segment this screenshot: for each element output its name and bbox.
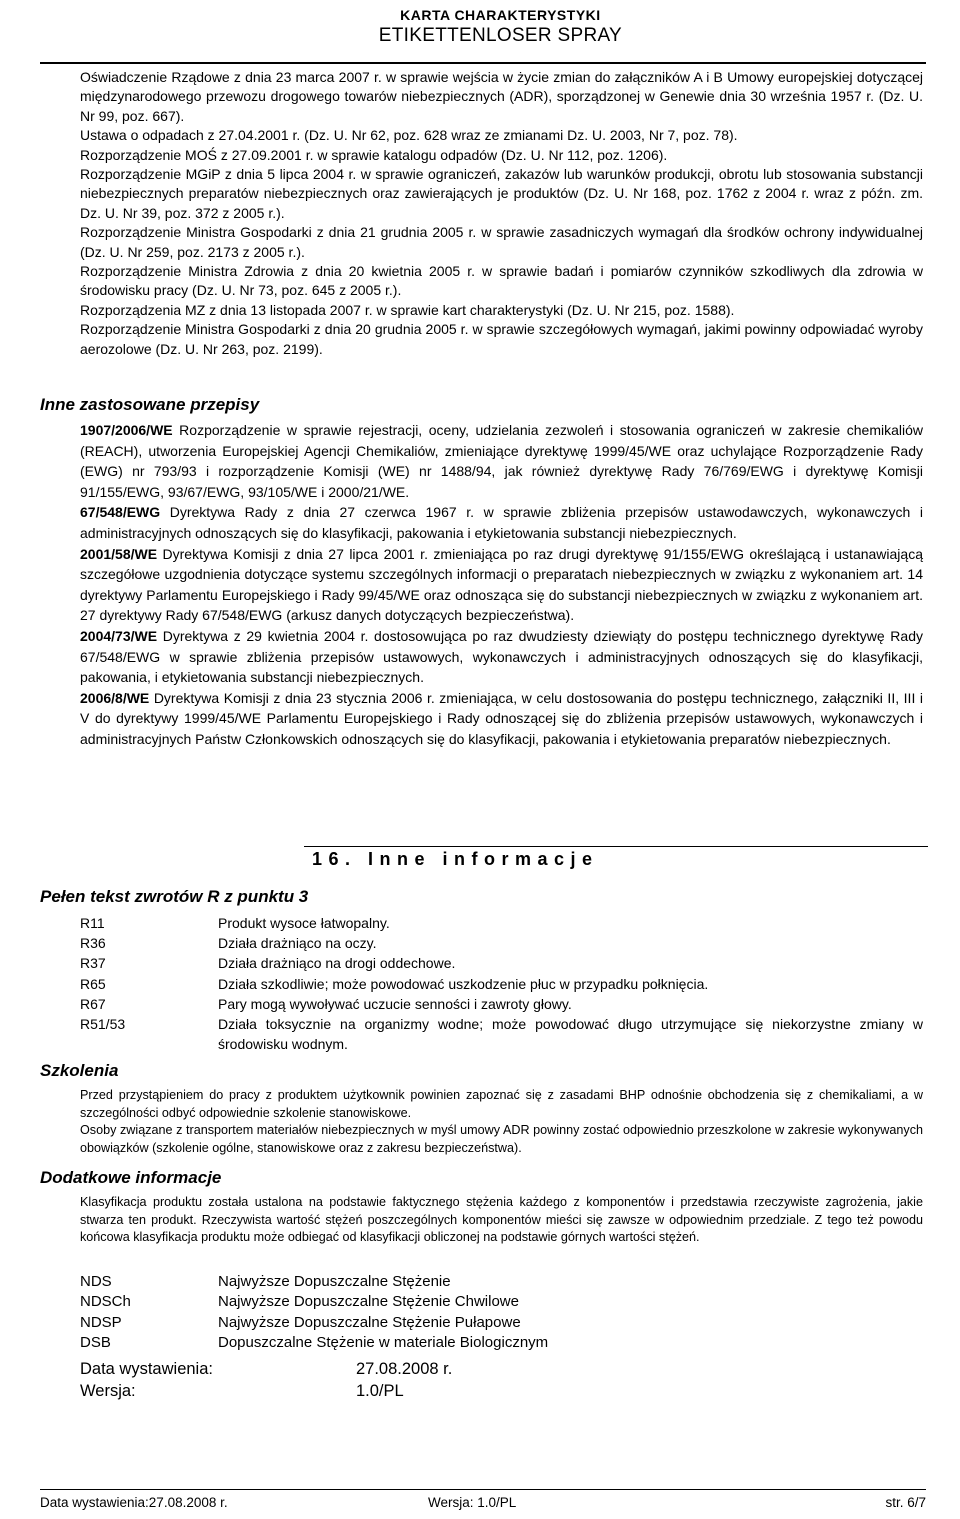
rphrase-text: Działa szkodliwie; może powodować uszkodzenie płuc w przypadku połknięcia. — [218, 975, 709, 992]
directive-item — [80, 688, 923, 750]
document-title: KARTA CHARAKTERYSTYKI — [400, 7, 601, 23]
abbreviation-row — [80, 1313, 548, 1333]
abbreviation-text: Najwyższe Dopuszczalne Stężenie Chwilowe — [218, 1293, 519, 1311]
abbreviation-row — [80, 1333, 548, 1353]
rphrase-text: Pary mogą wywoływać uczucie senności i zawroty głowy. — [218, 995, 572, 1012]
directive-text: Dyrektywa Komisji z dnia 23 stycznia 2006 r. zmieniająca, w celu dostosowania do postępu technicznego, załączniki II, III i V do dyrektywy 1999/45/WE Parlamentu Europejskiego i Rady odnoszącej się do zbliżenia przepisów ustawowych, wykonawczych i administracyjnych Państw Członkowskich odnoszących się do klasyfikacji, pakowania i etykietowania preparatów niebezpiecznych. — [80, 689, 923, 747]
regulation-item: Rozporządzenie Ministra Zdrowia z dnia 20 kwietnia 2005 r. w sprawie badań i pomiarów czynników szkodliwych dla zdrowia w środowisku pracy (Dz. U. Nr 73, poz. 645 z 2005 r.). — [80, 263, 923, 299]
training-heading: Szkolenia — [40, 1061, 119, 1080]
regulation-item: Rozporządzenie Ministra Gospodarki z dnia 20 grudnia 2005 r. w sprawie szczegółowych wymagań, jakimi powinny odpowiadać wyroby aerozolowe (Dz. U. Nr 263, poz. 2199). — [80, 321, 923, 357]
regulation-item: Ustawa o odpadach z 27.04.2001 r. (Dz. U. Nr 62, poz. 628 wraz ze zmianami Dz. U. 2003, Nr 7, poz. 78). — [80, 127, 738, 144]
training-paragraph: Osoby związane z transportem materiałów niebezpiecznych w myśl umowy ADR powinny zostać odpowiednio przeszkolone w zakresie wykonywanych obowiązków (szkolenie ogólne, stanowiskowe oraz z zakresu bezpieczeństwa). — [80, 1123, 923, 1155]
regulation-item: Rozporządzenie MOŚ z 27.09.2001 r. w sprawie katalogu odpadów (Dz. U. Nr 112, poz. 1206). — [80, 146, 668, 163]
abbreviation-text: Najwyższe Dopuszczalne Stężenie Pułapowe — [218, 1313, 521, 1331]
directive-item — [80, 502, 923, 543]
rphrase-row — [80, 1014, 923, 1054]
section-16-title: 16. Inne informacje — [312, 849, 599, 869]
issue-date-value: 27.08.2008 r. — [356, 1360, 453, 1378]
regulation-item: Rozporządzenie Ministra Gospodarki z dnia 21 grudnia 2005 r. w sprawie zasadniczych wymagań dla środków ochrony indywidualnej (Dz. U. Nr 259, poz. 2173 z 2005 r.). — [80, 224, 923, 260]
abbreviation-code: NDSCh — [80, 1293, 131, 1311]
rphrase-text: Produkt wysoce łatwopalny. — [218, 915, 390, 931]
issue-date-label: Data wystawienia: — [80, 1360, 213, 1378]
rphrase-row — [80, 953, 923, 973]
rphrase-code: R11 — [80, 915, 105, 931]
rphrase-code: R36 — [80, 935, 106, 952]
directive-text: Rozporządzenie w sprawie rejestracji, oceny, udzielania zezwoleń i stosowania ograniczeń w zakresie chemikaliów (REACH), utworzenia Europejskiej Agencji Chemikaliów, zmieniające dyrektywę 1999/45/WE oraz uchylające Rozporządzenie Rady (EWG) nr 793/93 i rozporządzenie Komisji (WE) nr 1488/94, jak również dyrektywę Rady 76/769/EWG i dyrektywę Komisji 91/155/EWG, 93/67/EWG, 93/105/WE i 2000/21/WE. — [80, 422, 923, 500]
document-meta — [80, 1358, 452, 1402]
directive-text: Dyrektywa z 29 kwietnia 2004 r. dostosowująca po raz dwudziesty dziewiąty do postępu technicznego dyrektywę Rady 67/548/EWG w sprawie zbliżenia przepisów ustawowych, wykonawczych i administracyjnych odnoszących się do klasyfikacji, pakowania, i etykietowania substancji niebezpiecznych. — [80, 627, 923, 686]
abbreviation-code: NDS — [80, 1273, 112, 1290]
rphrase-code: R65 — [80, 975, 106, 992]
rphrases-heading: Pełen tekst zwrotów R z punktu 3 — [40, 887, 309, 906]
rphrase-code: R37 — [80, 955, 106, 972]
footer-page-number: str. 6/7 — [885, 1495, 926, 1510]
rphrase-row — [80, 994, 923, 1014]
additional-paragraph: Klasyfikacja produktu została ustalona na podstawie faktycznego stężenia każdego z komponentów i przedstawia rzeczywiste zagrożenia, jakie stwarza ten produkt. Rzeczywista wartość stężeń poszczególnych komponentów mieści się zawsze w odpowiednim przedziale. Z tego też powodu końcowa klasyfikacja produktu może odbiegać od klasyfikacji obliczonej na podstawie górnych wartości stężeń. — [80, 1195, 923, 1245]
rphrase-text: Działa drażniąco na oczy. — [218, 935, 377, 952]
rphrases-list — [80, 913, 923, 1054]
section-16-header — [304, 846, 928, 873]
rphrase-row — [80, 974, 923, 994]
training-paragraph: Przed przystąpieniem do pracy z produktem użytkownik powinien zapoznać się z zasadami BHP odnośnie obchodzenia się z chemikaliami, a w szczególności odbyć odpowiednie szkolenie stanowiskowe. — [80, 1088, 923, 1120]
rphrase-row — [80, 933, 923, 953]
rphrase-text: Działa toksycznie na organizmy wodne; może powodować długo utrzymujące się niekorzystne zmiany w środowisku wodnym. — [218, 1016, 923, 1053]
footer-version: Wersja: 1.0/PL — [428, 1495, 517, 1510]
header-rule — [40, 62, 926, 64]
directive-code: 2006/8/WE — [80, 689, 150, 706]
regulation-item: Rozporządzenia MZ z dnia 13 listopada 2007 r. w sprawie kart charakterystyki (Dz. U. Nr 215, poz. 1588). — [80, 301, 735, 318]
directive-item — [80, 544, 923, 626]
footer-rule — [40, 1489, 926, 1490]
abbreviation-row — [80, 1292, 548, 1312]
abbreviation-text: Dopuszczalne Stężenie w materiale Biologicznym — [218, 1333, 549, 1351]
directive-item — [80, 420, 923, 502]
document-header — [379, 6, 622, 48]
version-value: 1.0/PL — [356, 1382, 404, 1400]
directive-code: 1907/2006/WE — [80, 422, 173, 438]
other-regulations-heading: Inne zastosowane przepisy — [40, 395, 260, 414]
product-name: ETIKETTENLOSER SPRAY — [378, 25, 622, 46]
rphrase-text: Działa drażniąco na drogi oddechowe. — [218, 955, 456, 972]
directive-text: Dyrektywa Komisji z dnia 27 lipca 2001 r. zmieniająca po raz drugi dyrektywę 91/155/EWG określającą i ustanawiającą szczegółowe uzgodnienia dotyczące systemu szczególnych informacji o preparatach niebezpiecznych w związku z wykonaniem art. 14 dyrektywy Parlamentu Europejskiego i Rady 99/45/WE oraz odnosząca się do substancji niebezpiecznych w związku z wykonaniem art. 27 dyrektywy Rady 67/548/EWG (arkusz danych dotyczących bezpieczeństwa). — [80, 545, 923, 624]
directive-code: 2001/58/WE — [80, 545, 158, 562]
training-text — [80, 1087, 923, 1157]
directive-item — [80, 626, 923, 688]
directive-code: 67/548/EWG — [80, 504, 161, 521]
regulation-item: Oświadczenie Rządowe z dnia 23 marca 2007 r. w sprawie wejścia w życie zmian do załączników A i B Umowy europejskiej dotyczącej międzynarodowego przewozu drogowego towarów niebezpiecznych (ADR), sporządzonej w Genewie dnia 30 września 1957 r. (Dz. U. Nr 99, poz. 667). — [80, 69, 923, 124]
directive-code: 2004/73/WE — [80, 627, 158, 644]
abbreviation-code: NDSP — [80, 1313, 122, 1331]
issue-date-row — [80, 1358, 452, 1380]
rphrase-code: R51/53 — [80, 1016, 126, 1033]
rphrase-code: R67 — [80, 995, 106, 1012]
abbreviation-code: DSB — [80, 1333, 111, 1351]
directive-text: Dyrektywa Rady z dnia 27 czerwca 1967 r. w sprawie zbliżenia przepisów ustawodawczych, wykonawczych i administracyjnych odnoszących się do klasyfikacji, pakowania i etykietowania substancji niebezpiecznych. — [80, 504, 923, 541]
other-regulations-list — [80, 420, 923, 750]
version-label: Wersja: — [80, 1382, 136, 1400]
rphrase-row — [80, 913, 923, 933]
version-row — [80, 1380, 452, 1402]
polish-regulations-list — [80, 68, 923, 359]
footer-issue-date: Data wystawienia:27.08.2008 r. — [40, 1495, 228, 1510]
regulation-item: Rozporządzenie MGiP z dnia 5 lipca 2004 r. w sprawie ograniczeń, zakazów lub warunków produkcji, obrotu lub stosowania substancji niebezpiecznych preparatów niebezpiecznych oraz zawierających je produktów (Dz. U. Nr 168, poz. 1762 z 2004 r. wraz z późn. zm. Dz. U. Nr 39, poz. 372 z 2005 r.). — [80, 166, 923, 221]
additional-info-text — [80, 1194, 923, 1247]
additional-info-heading: Dodatkowe informacje — [40, 1168, 222, 1187]
abbreviation-text: Najwyższe Dopuszczalne Stężenie — [218, 1273, 451, 1290]
abbreviations-list — [80, 1272, 548, 1353]
abbreviation-row — [80, 1272, 548, 1292]
